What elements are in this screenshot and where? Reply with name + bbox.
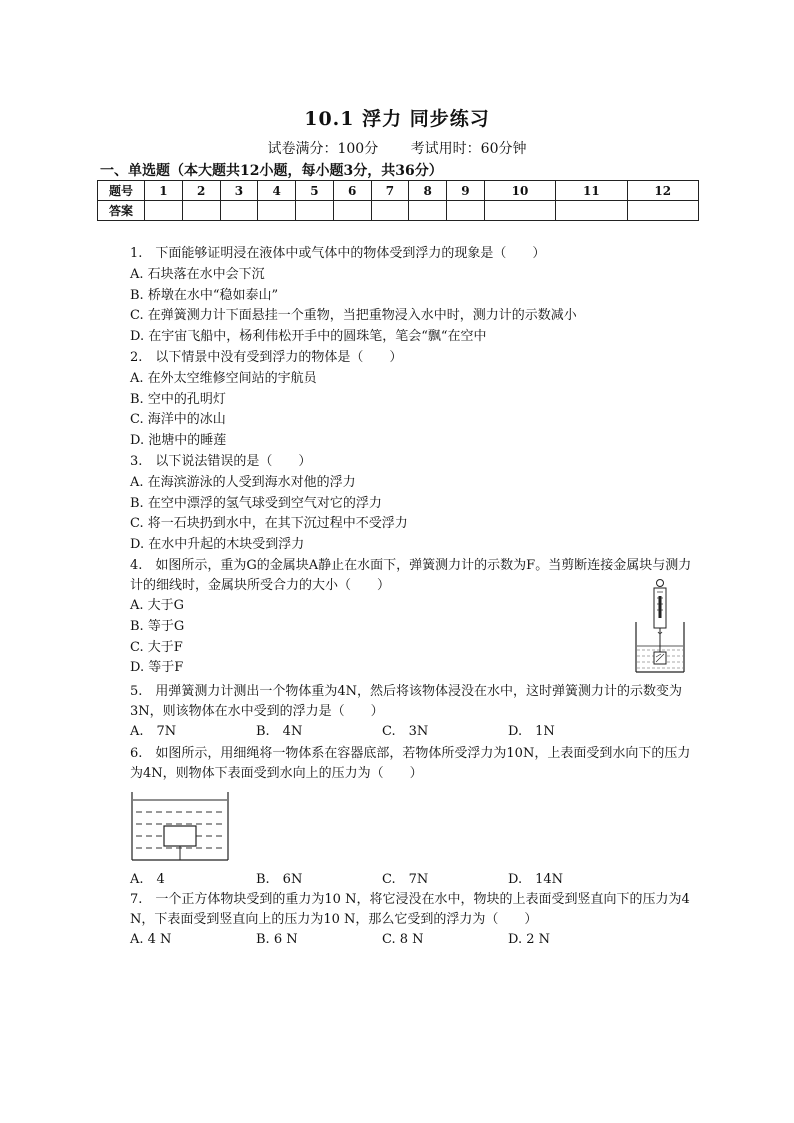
page-subtitle [0,138,794,158]
answer-table [97,180,699,221]
question-1-option-a: A. 石块落在水中会下沉 [130,266,265,282]
number-row [98,181,699,201]
page-title: 10.1 浮力 同步练习 [304,108,490,130]
question-6-option-d: D. 14N [508,872,564,887]
q-number: 12 [627,181,698,201]
q-number: 6 [333,181,371,201]
question-5-options [130,722,700,742]
question-block-7 [130,890,700,950]
q-number: 3 [220,181,258,201]
q-number: 4 [258,181,296,201]
q-number: 5 [296,181,334,201]
question-3-stem: 3. 以下说法错误的是（ ） [130,453,312,469]
answer-cell[interactable] [627,201,698,221]
q-number: 8 [409,181,447,201]
q-number: 2 [182,181,220,201]
question-block-1-3 [130,244,700,556]
q-number: 1 [145,181,183,201]
number-row-label: 题号 [98,181,145,201]
answer-cell[interactable] [145,201,183,221]
answer-cell[interactable] [556,201,627,221]
spring-scale-figure [630,578,690,674]
question-3-option-c: C. 将一石块扔到水中，在其下沉过程中不受浮力 [130,516,408,532]
question-4-option-a: A. 大于G [130,598,185,613]
question-5-stem: 5. 用弹簧测力计测出一个物体重为4N，然后将该物体浸没在水中，这时弹簧测力计的示数变为3N，则该物体在水中受到的浮力是（ ） [130,684,683,719]
question-4-option-c: C. 大于F [130,639,183,655]
answer-cell[interactable] [182,201,220,221]
question-5-option-d: D. 1N [508,724,555,739]
question-3-option-d: D. 在水中升起的木块受到浮力 [130,537,305,553]
question-2-option-a: A. 在外太空维修空间站的宇航员 [130,370,317,386]
question-1-option-c: C. 在弹簧测力计下面悬挂一个重物，当把重物浸入水中时，测力计的示数减小 [130,308,577,324]
question-3-option-a: A. 在海滨游泳的人受到海水对他的浮力 [130,474,356,490]
question-7-option-b: B. 6 N [256,932,298,947]
answer-cell[interactable] [296,201,334,221]
question-5-option-a: A. 7N [130,724,177,739]
answer-cell[interactable] [484,201,555,221]
answer-cell[interactable] [409,201,447,221]
question-7-option-a: A. 4 N [130,932,172,947]
question-block-5 [130,682,700,742]
question-3-option-b: B. 在空中漂浮的氢气球受到空气对它的浮力 [130,495,382,511]
answer-cell[interactable] [258,201,296,221]
tank-figure [130,790,230,862]
question-4-stem: 4. 如图所示，重为G的金属块A静止在水面下，弹簧测力计的示数为F。当剪断连接金属块与测力计的细线时，金属块所受合力的大小（ ） [130,558,692,593]
q-number: 10 [484,181,555,201]
q-number: 11 [556,181,627,201]
question-6-options-row [130,870,700,890]
question-1-option-d: D. 在宇宙飞船中，杨利伟松开手中的圆珠笔，笔会“飘“在空中 [130,329,487,345]
answer-row [98,201,699,221]
question-5-option-c: C. 3N [382,724,429,739]
answer-cell[interactable] [447,201,485,221]
section-heading: 一、单选题（本大题共12小题，每小题3分，共36分） [100,163,443,179]
question-7-options [130,930,700,950]
question-7-option-d: D. 2 N [508,932,551,947]
question-4-option-b: B. 等于G [130,618,185,634]
question-2-option-c: C. 海洋中的冰山 [130,412,226,428]
question-6-stem: 6. 如图所示，用细绳将一物体系在容器底部，若物体所受浮力为10N，上表面受到水向下的压力为4N，则物体下表面受到水向上的压力为（ ） [130,746,691,781]
answer-cell[interactable] [220,201,258,221]
question-1-option-b: B. 桥墩在水中“稳如泰山” [130,287,279,303]
question-block-4 [130,556,700,679]
question-5-option-b: B. 4N [256,724,303,739]
question-6-options [130,870,700,890]
answer-cell[interactable] [333,201,371,221]
q-number: 9 [447,181,485,201]
question-7-stem: 7. 一个正方体物块受到的重力为10 N，将它浸没在水中，物块的上表面受到竖直向下的压力为4 N，下表面受到竖直向上的压力为10 N，那么它受到的浮力为（ ） [130,892,690,927]
full-score: 试卷满分：100分 [267,141,379,157]
question-4-option-d: D. 等于F [130,660,184,676]
question-block-6 [130,744,700,784]
question-2-option-b: B. 空中的孔明灯 [130,391,226,407]
question-6-option-b: B. 6N [256,872,303,887]
question-6-option-c: C. 7N [382,872,429,887]
time-limit: 考试用时：60分钟 [410,141,527,157]
answer-row-label: 答案 [98,201,145,221]
question-2-option-d: D. 池塘中的睡莲 [130,433,227,449]
question-7-option-c: C. 8 N [382,932,424,947]
answer-cell[interactable] [371,201,409,221]
q-number: 7 [371,181,409,201]
question-2-stem: 2. 以下情景中没有受到浮力的物体是（ ） [130,349,403,365]
question-1-stem: 1. 下面能够证明浸在液体中或气体中的物体受到浮力的现象是（ ） [130,246,546,261]
question-6-option-a: A. 4 [130,872,165,887]
